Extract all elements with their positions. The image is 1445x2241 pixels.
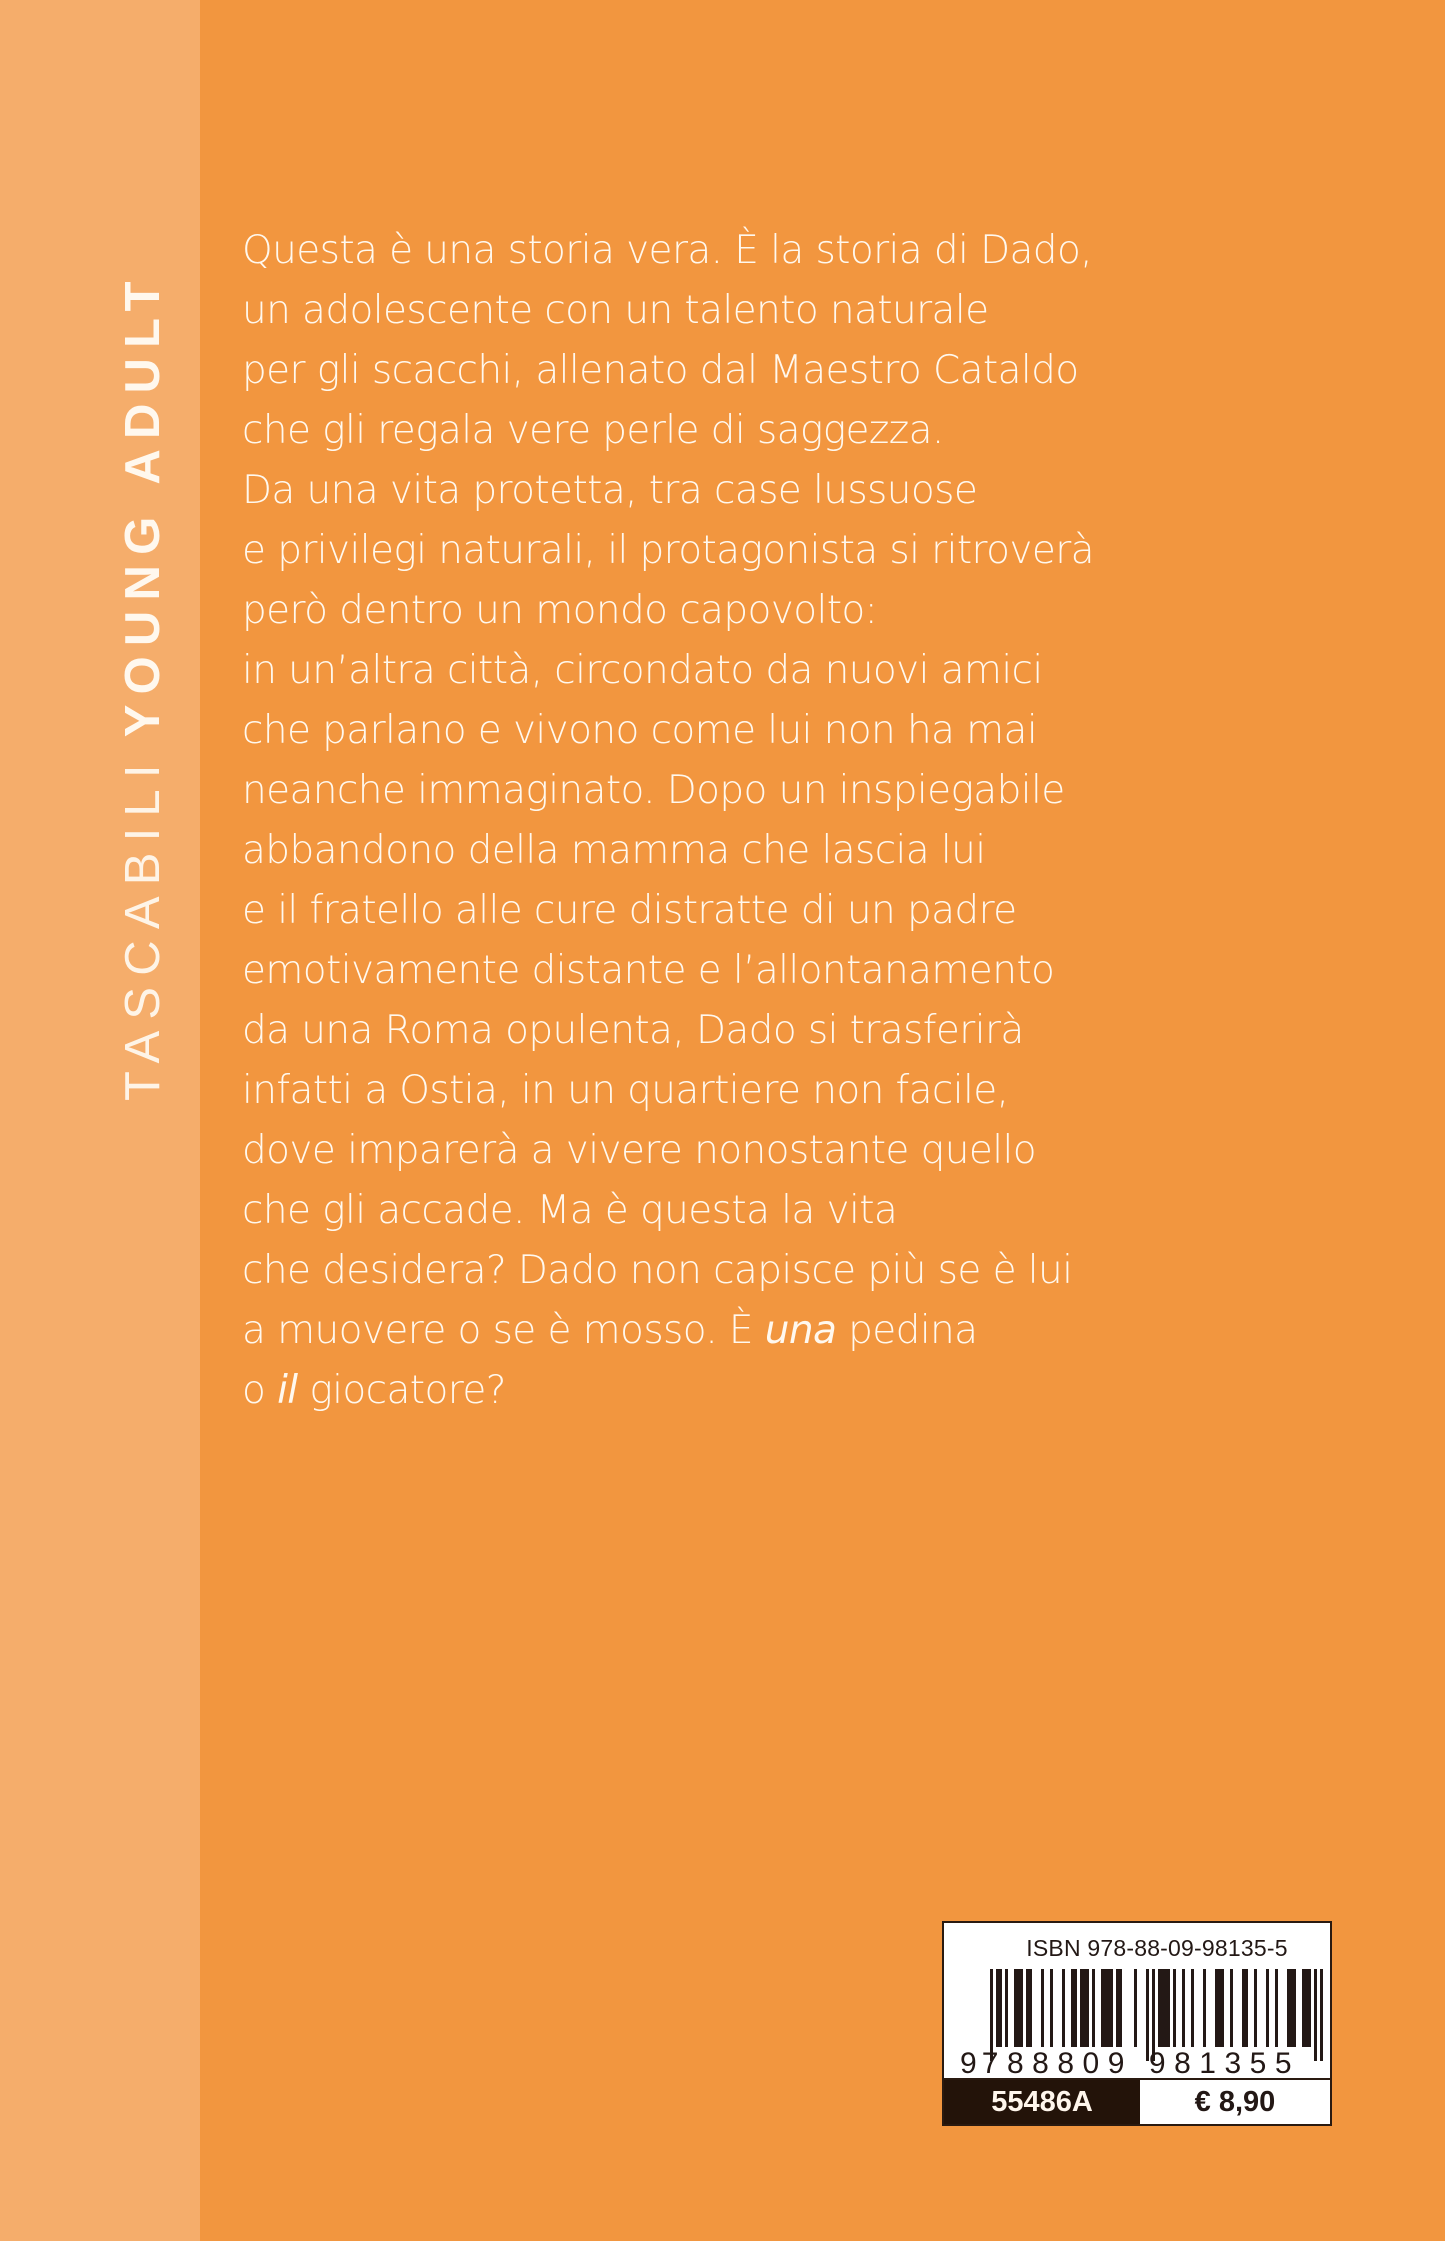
- blurb-text: giocatore?: [297, 1368, 506, 1413]
- ean-first-digit: 9: [960, 2047, 977, 2080]
- blurb-line: Questa è una storia vera. È la storia di Dado,: [242, 228, 1093, 273]
- barcode-bar: [1062, 1969, 1065, 2047]
- ean-digits: [960, 2047, 1300, 2081]
- series-name-light: TASCABILI: [116, 753, 170, 1101]
- barcode-bar: [1101, 1969, 1113, 2047]
- barcode-label: [942, 1921, 1332, 2126]
- blurb-line: emotivamente distante e l’allontanamento: [242, 948, 1055, 993]
- series-label-text: [116, 229, 170, 1101]
- blurb-line: neanche immaginato. Dopo un inspiegabile: [242, 768, 1065, 813]
- blurb-text: pedina: [836, 1308, 978, 1353]
- barcode-bar: [1182, 1969, 1185, 2047]
- barcode-bar: [1215, 1969, 1224, 2047]
- barcode-bar: [1158, 1969, 1170, 2047]
- blurb-line: e il fratello alle cure distratte di un padre: [242, 888, 1017, 933]
- blurb-line: che gli regala vere perle di saggezza.: [242, 408, 944, 453]
- series-label: [116, 229, 170, 1101]
- blurb-line: [242, 1301, 1242, 1361]
- barcode-bar: [1191, 1969, 1194, 2047]
- blurb-line: abbandono della mamma che lascia lui: [242, 828, 986, 873]
- blurb-line: da una Roma opulenta, Dado si trasferirà: [242, 1008, 1024, 1053]
- blurb-italic-text: il: [277, 1368, 298, 1413]
- back-cover-blurb: [242, 221, 1242, 1421]
- product-code: 55486A: [944, 2080, 1140, 2124]
- barcode-bar: [1116, 1969, 1122, 2047]
- barcode-bar: [1254, 1969, 1257, 2047]
- barcode-bar: [1026, 1969, 1032, 2047]
- barcode-bar: [1203, 1969, 1206, 2047]
- barcode-bar: [1092, 1969, 1095, 2047]
- blurb-line: un adolescente con un talento naturale: [242, 288, 989, 333]
- barcode-bar: [1005, 1969, 1008, 2047]
- blurb-text: a muovere o se è mosso. È: [242, 1308, 765, 1353]
- blurb-line: che gli accade. Ma è questa la vita: [242, 1188, 898, 1233]
- barcode-bar: [1266, 1969, 1269, 2047]
- barcode-bar: [1314, 1969, 1317, 2061]
- barcode-bar: [1320, 1969, 1323, 2061]
- barcode-bar: [1230, 1969, 1233, 2047]
- series-name-bold: YOUNG ADULT: [116, 271, 170, 738]
- barcode-bar: [996, 1969, 1002, 2047]
- barcode-bar: [1071, 1969, 1077, 2047]
- price-strip: [944, 2078, 1330, 2124]
- blurb-line: e privilegi naturali, il protagonista si ritroverà: [242, 528, 1094, 573]
- barcode-bar: [1050, 1969, 1053, 2047]
- ean-right-group: 981355: [1148, 2047, 1300, 2080]
- blurb-line: che desidera? Dado non capisce più se è lui: [242, 1248, 1073, 1293]
- barcode-bar: [1134, 1969, 1137, 2047]
- blurb-line: infatti a Ostia, in un quartiere non facile,: [242, 1068, 1009, 1113]
- blurb-line: dove imparerà a vivere nonostante quello: [242, 1128, 1036, 1173]
- price: € 8,90: [1140, 2080, 1330, 2124]
- blurb-text: o: [242, 1368, 278, 1413]
- barcode-bar: [1242, 1969, 1248, 2047]
- blurb-line: [242, 1361, 1242, 1421]
- isbn-number: ISBN 978-88-09-98135-5: [1026, 1935, 1288, 1961]
- barcode-bar: [1014, 1969, 1023, 2047]
- spine-color-band: [0, 0, 200, 2241]
- barcode-bar: [1287, 1969, 1296, 2047]
- blurb-line: per gli scacchi, allenato dal Maestro Cataldo: [242, 348, 1079, 393]
- barcode-bar: [1041, 1969, 1044, 2047]
- barcode-bar: [1080, 1969, 1089, 2047]
- barcode-bar: [1173, 1969, 1176, 2047]
- blurb-line: in un’altra città, circondato da nuovi amici: [242, 648, 1043, 693]
- blurb-line: che parlano e vivono come lui non ha mai: [242, 708, 1038, 753]
- blurb-italic-text: una: [764, 1308, 837, 1353]
- barcode-bar: [1302, 1969, 1311, 2047]
- blurb-line: però dentro un mondo capovolto:: [242, 588, 878, 633]
- ean-left-group: 788809: [981, 2047, 1133, 2080]
- blurb-line: Da una vita protetta, tra case lussuose: [242, 468, 978, 513]
- barcode-bar: [1275, 1969, 1278, 2047]
